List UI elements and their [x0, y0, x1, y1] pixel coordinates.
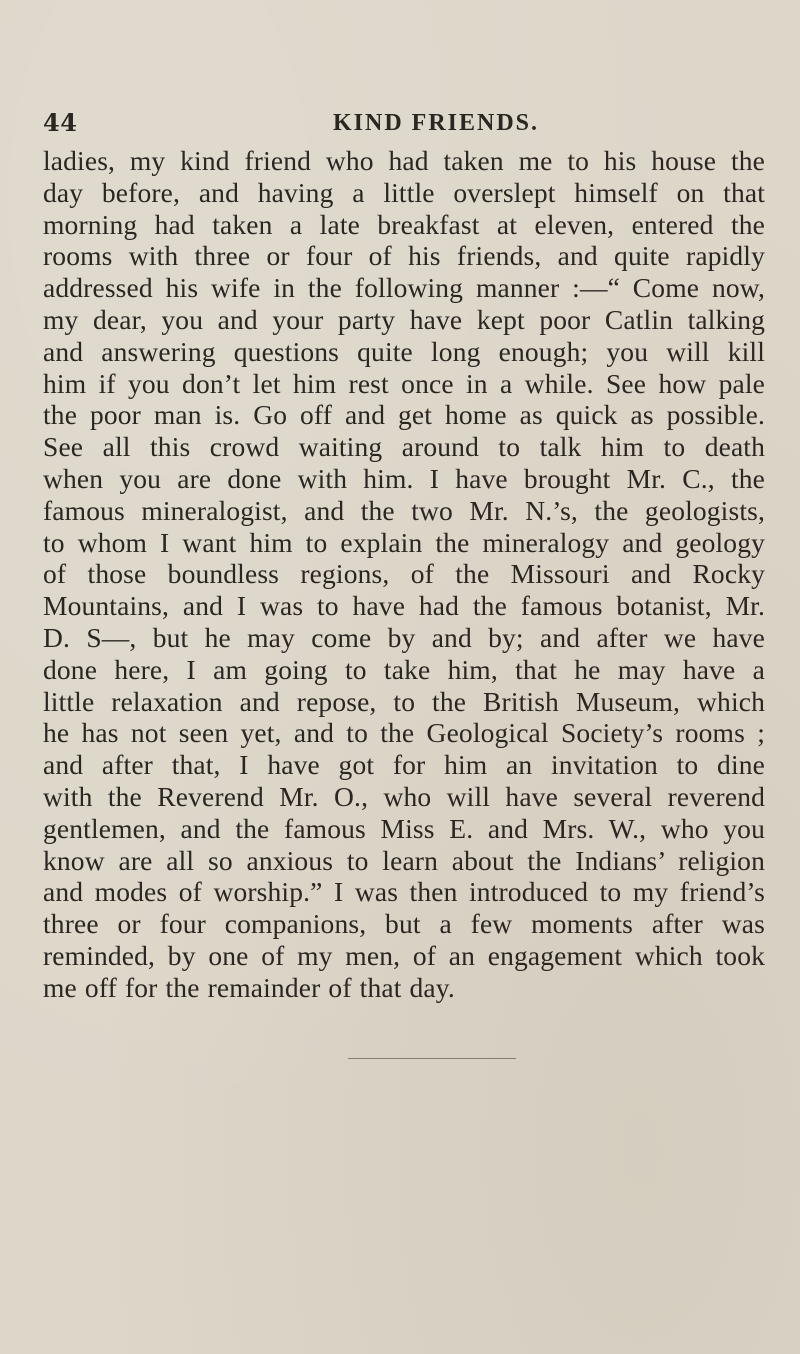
text-line: ladies, my kind friend who had taken me to his house the	[43, 145, 765, 176]
text-line: famous mineralogist, and the two Mr. N.’s, the geologists,	[43, 494, 765, 526]
text-line: know are all so anxious to learn about the Indians’ religion	[43, 844, 765, 876]
text-line: and after that, I have got for him an invitation to dine	[43, 749, 765, 781]
section-end-rule	[348, 1058, 516, 1059]
text-line: reminded, by one of my men, of an engagement which took	[43, 939, 765, 971]
page-number: 44	[43, 108, 78, 137]
text-line: See all this crowd waiting around to talk him to death	[43, 431, 765, 463]
running-title: KIND FRIENDS.	[333, 110, 540, 136]
text-line: three or four companions, but a few moments after was	[43, 908, 765, 940]
text-line: morning had taken a late breakfast at eleven, entered the	[43, 208, 765, 240]
text-line: addressed his wife in the following manner :—“ Come now,	[43, 272, 765, 304]
text-line: and modes of worship.” I was then introduced to my friend’s	[43, 876, 765, 908]
text-line: D. S—, but he may come by and by; and after we have	[43, 621, 765, 653]
running-header	[43, 108, 765, 138]
text-line: with the Reverend Mr. O., who will have several reverend	[43, 780, 765, 812]
text-line: the poor man is. Go off and get home as quick as possible.	[43, 399, 765, 431]
text-line: gentlemen, and the famous Miss E. and Mrs. W., who you	[43, 812, 765, 844]
body-paragraph	[43, 145, 765, 1004]
text-line: my dear, you and your party have kept poor Catlin talking	[43, 303, 765, 335]
text-line: rooms with three or four of his friends, and quite rapidly	[43, 240, 765, 272]
text-line: him if you don’t let him rest once in a while. See how pale	[43, 367, 765, 399]
text-line: me off for the remainder of that day.	[43, 971, 455, 1003]
text-line: of those boundless regions, of the Missouri and Rocky	[43, 558, 765, 590]
text-line: he has not seen yet, and to the Geological Society’s rooms ;	[43, 717, 765, 749]
text-line: when you are done with him. I have brought Mr. C., the	[43, 462, 765, 494]
text-line: to whom I want him to explain the mineralogy and geology	[43, 526, 765, 558]
text-line: and answering questions quite long enough; you will kill	[43, 335, 765, 367]
text-line: little relaxation and repose, to the British Museum, which	[43, 685, 765, 717]
text-line: done here, I am going to take him, that he may have a	[43, 653, 765, 685]
text-line: day before, and having a little overslept himself on that	[43, 176, 765, 208]
text-line: Mountains, and I was to have had the famous botanist, Mr.	[43, 590, 765, 622]
